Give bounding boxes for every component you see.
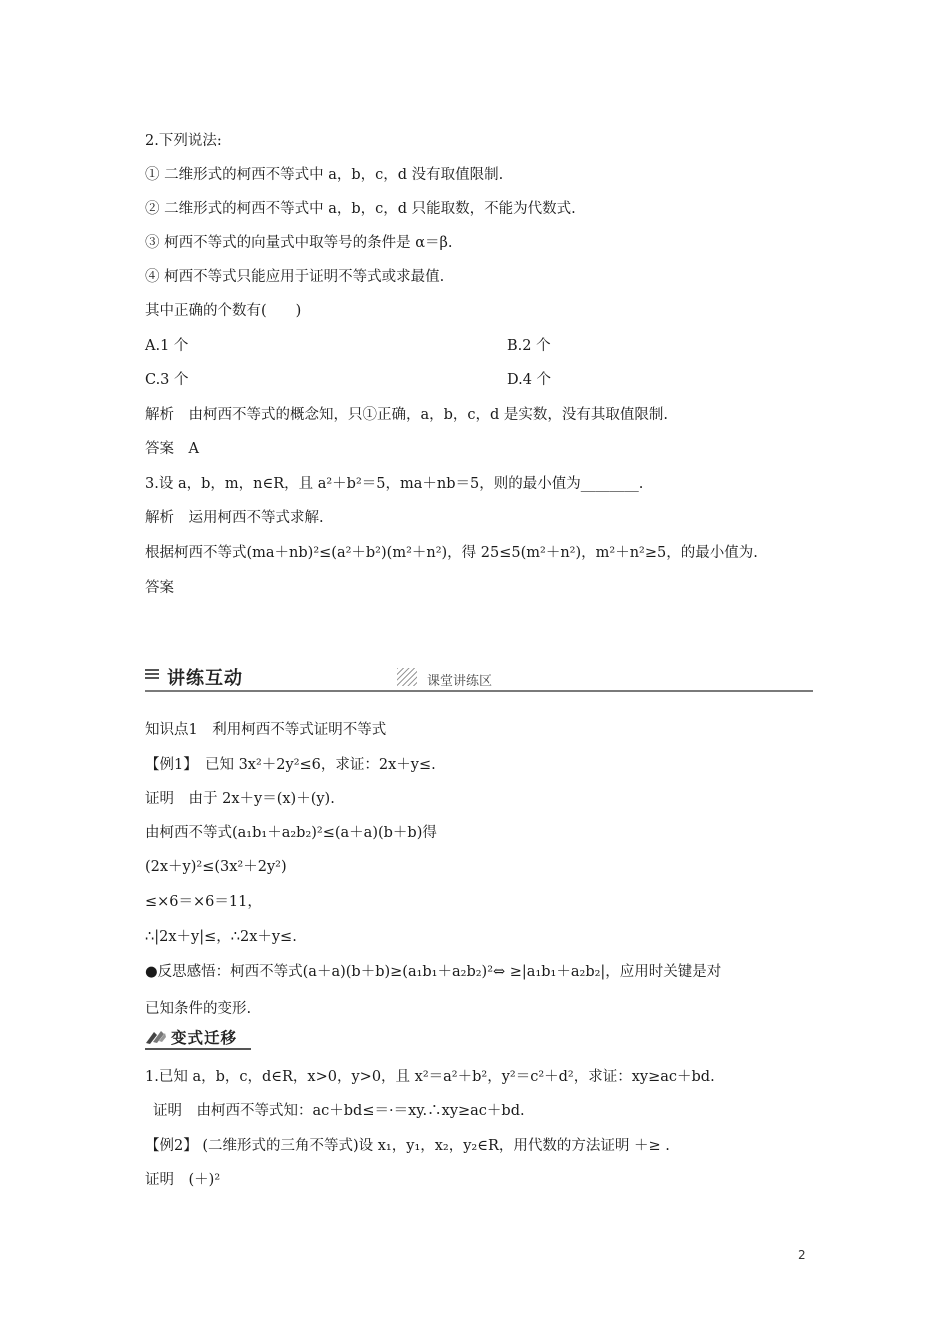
analysis-3: 解析 运用柯西不等式求解. — [145, 510, 324, 526]
section-header — [145, 662, 813, 692]
statement-3: ③ 柯西不等式的向量式中取等号的条件是 α＝β. — [145, 235, 453, 251]
question-2-stem: 2.下列说法: — [145, 133, 222, 149]
example-2-stem: 【例2】 (二维形式的三角不等式)设 x₁，y₁，x₂，y₂∈R，用代数的方法证明 ＋≥ . — [145, 1138, 670, 1154]
option-b: B.2 个 — [507, 338, 551, 354]
example-1-conclusion: ∴|2x＋y|≤，∴2x＋y≤. — [145, 929, 297, 945]
example-2-proof: 证明 (＋)² — [145, 1172, 221, 1188]
pen-swoosh-icon — [145, 1028, 167, 1046]
option-a: A.1 个 — [145, 338, 189, 354]
example-1-proof-step-1: 由柯西不等式(a₁b₁＋a₂b₂)²≤(a＋a)(b＋b)得 — [145, 825, 437, 841]
reflection-continued: 已知条件的变形. — [145, 1001, 252, 1017]
exercise-1-stem: 1.已知 a，b，c，d∈R，x>0，y>0，且 x²＝a²＋b²，y²＝c²＋d²，求证：xy≥ac＋bd. — [145, 1069, 715, 1085]
statement-4: ④ 柯西不等式只能应用于证明不等式或求最值. — [145, 269, 445, 285]
variant-header — [145, 1026, 275, 1050]
variant-rule — [145, 1048, 251, 1050]
knowledge-point-1: 知识点1 利用柯西不等式证明不等式 — [145, 722, 387, 738]
example-1-proof-step-2: (2x＋y)²≤(3x²＋2y²) — [145, 859, 287, 875]
reflection: ●反思感悟：柯西不等式(a＋a)(b＋b)≥(a₁b₁＋a₂b₂)²⇔ ≥|a₁b₁＋a₂b₂|，应用时关键是对 — [145, 964, 722, 980]
question-3-stem: 3.设 a，b，m，n∈R，且 a²＋b²＝5，ma＋nb＝5，则的最小值为________. — [145, 476, 644, 492]
section-subtitle: 课堂讲练区 — [427, 674, 493, 689]
hatch-decoration-icon — [397, 668, 417, 686]
section-title: 讲练互动 — [167, 668, 243, 689]
answer-2: 答案 A — [145, 441, 199, 457]
statement-1: ① 二维形式的柯西不等式中 a，b，c，d 没有取值限制. — [145, 167, 504, 183]
page-number: 2 — [798, 1248, 806, 1262]
exercise-1-proof: 证明 由柯西不等式知：ac＋bd≤＝·＝xy.∴xy≥ac＋bd. — [153, 1103, 525, 1119]
example-1-proof-intro: 证明 由于 2x＋y＝(x)＋(y). — [145, 791, 335, 807]
analysis-2: 解析 由柯西不等式的概念知，只①正确，a，b，c，d 是实数，没有其取值限制. — [145, 407, 669, 423]
answer-3: 答案 — [145, 580, 174, 596]
variant-title: 变式迁移 — [171, 1029, 238, 1047]
option-c: C.3 个 — [145, 372, 189, 388]
analysis-3-detail: 根据柯西不等式(ma＋nb)²≤(a²＋b²)(m²＋n²)，得 25≤5(m²＋n²)，m²＋n²≥5，的最小值为. — [145, 545, 758, 561]
statement-2: ② 二维形式的柯西不等式中 a，b，c，d 只能取数，不能为代数式. — [145, 201, 576, 217]
example-1-stem: 【例1】 已知 3x²＋2y²≤6，求证：2x＋y≤. — [145, 757, 436, 773]
option-d: D.4 个 — [507, 372, 552, 388]
question-prompt: 其中正确的个数有( ) — [145, 303, 302, 319]
example-1-proof-step-3: ≤×6＝×6＝11， — [145, 894, 262, 910]
section-rule — [145, 690, 813, 692]
section-bars-icon — [145, 669, 159, 683]
